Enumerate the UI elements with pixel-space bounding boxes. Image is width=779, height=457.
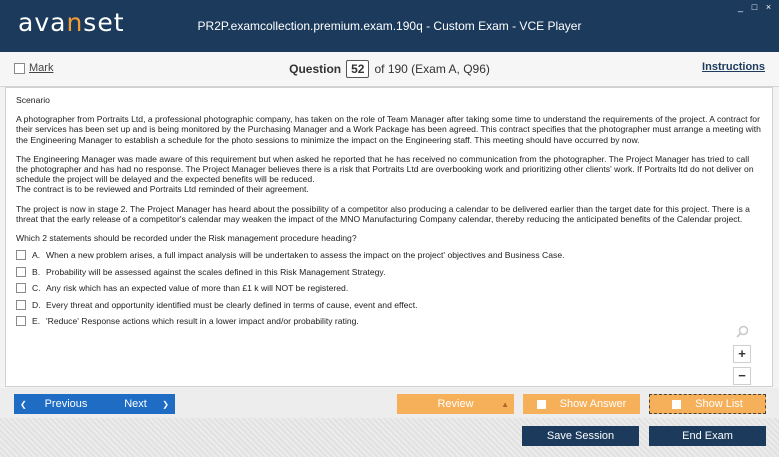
option-letter: B. bbox=[32, 266, 41, 277]
show-answer-checkbox[interactable] bbox=[537, 400, 546, 409]
option-d-checkbox[interactable] bbox=[16, 300, 26, 310]
option-e[interactable] bbox=[16, 313, 762, 330]
question-label: Question bbox=[289, 62, 342, 76]
maximize-button[interactable]: □ bbox=[751, 2, 758, 12]
mark-label[interactable]: Mark bbox=[29, 62, 54, 74]
question-bar bbox=[0, 52, 779, 87]
previous-label: Previous bbox=[44, 398, 88, 410]
option-letter: C. bbox=[32, 283, 41, 294]
option-letter: E. bbox=[32, 316, 41, 327]
option-c[interactable] bbox=[16, 280, 762, 297]
option-b-checkbox[interactable] bbox=[16, 267, 26, 277]
scenario-paragraph: The Engineering Manager was made aware of this requirement but when asked he reported that he has received no communication from the photographer. The Project Manager has tried to call the photographer and has had no response. The Project Manager believes there is a risk that Portraits Ltd are overbooking work and prioritizing other clients' work. If Portraits ltd do not deliver on schedule the project will be delayed and the expected benefits will be reduced. bbox=[16, 153, 754, 185]
option-text: 'Reduce' Response actions which result in a lower impact and/or probability rating. bbox=[46, 316, 359, 327]
show-list-label: Show List bbox=[695, 398, 743, 410]
review-label: Review bbox=[437, 398, 474, 410]
show-answer-label: Show Answer bbox=[559, 398, 627, 410]
answer-options bbox=[16, 247, 762, 330]
option-a[interactable] bbox=[16, 247, 762, 264]
option-letter: D. bbox=[32, 299, 41, 310]
next-label: Next bbox=[124, 398, 147, 410]
triangle-up-icon: ▲ bbox=[501, 399, 509, 409]
review-button[interactable] bbox=[397, 394, 514, 414]
close-button[interactable]: × bbox=[765, 2, 772, 12]
show-list-checkbox[interactable] bbox=[672, 400, 681, 409]
next-button[interactable] bbox=[96, 394, 175, 414]
footer-bar bbox=[0, 418, 779, 457]
option-d[interactable] bbox=[16, 297, 762, 314]
window-title: PR2P.examcollection.premium.exam.190q - Custom Exam - VCE Player bbox=[197, 19, 582, 33]
scenario-paragraph: The contract is to be reviewed and Portraits Ltd reminded of their agreement. bbox=[16, 184, 309, 195]
chevron-left-icon: ❮ bbox=[20, 399, 27, 409]
zoom-in-button[interactable]: + bbox=[733, 345, 751, 363]
option-b[interactable] bbox=[16, 264, 762, 281]
title-bar bbox=[0, 0, 779, 52]
option-e-checkbox[interactable] bbox=[16, 316, 26, 326]
question-panel bbox=[5, 87, 773, 387]
navigation-bar bbox=[0, 388, 779, 418]
instructions-link[interactable]: Instructions bbox=[702, 61, 765, 73]
scenario-paragraph: The project is now in stage 2. The Project Manager has heard about the possibility of a competitor also producing a calendar to be delivered earlier than the target date for this project. There is a threat that the early release of a competitor's calendar may weaken the impact of the MNO Manufacturing Company calendar, thereby reducing the anticipated benefits of the Calendar project. bbox=[16, 203, 750, 224]
option-letter: A. bbox=[32, 250, 41, 261]
minimize-button[interactable]: _ bbox=[737, 2, 743, 12]
chevron-right-icon: ❯ bbox=[162, 399, 169, 409]
option-text: When a new problem arises, a full impact analysis will be undertaken to assess the impact on the project' objectives and Business Case. bbox=[46, 250, 565, 261]
window-controls bbox=[736, 2, 773, 12]
option-c-checkbox[interactable] bbox=[16, 283, 26, 293]
question-count: of 190 (Exam A, Q96) bbox=[374, 62, 490, 76]
zoom-controls bbox=[733, 325, 751, 389]
logo: avanset bbox=[18, 8, 125, 37]
end-exam-button[interactable]: End Exam bbox=[649, 426, 766, 446]
question-stem: Which 2 statements should be recorded under the Risk management procedure heading? bbox=[16, 233, 357, 244]
magnifier-icon bbox=[736, 325, 749, 341]
option-text: Probability will be assessed against the scales defined in this Risk Management Strategy. bbox=[46, 266, 386, 277]
save-session-button[interactable]: Save Session bbox=[522, 426, 639, 446]
option-text: Every threat and opportunity identified must be clearly defined in terms of cause, event and effect. bbox=[46, 299, 418, 310]
show-list-button[interactable] bbox=[649, 394, 766, 414]
scenario-paragraph: A photographer from Portraits Ltd, a professional photographic company, has taken on the role of Team Manager after taking some time to understand the requirements of the project. A contract for their services has been set up and is being monitored by the Purchasing Manager and a Work Package has been agreed. This contract specifies that the photographer must arrange a meeting with the Engineering Manager to establish a schedule for the photo sessions to minimize the impact on the Engineering staff. This meeting should have occurred by now. bbox=[16, 114, 761, 145]
question-indicator bbox=[0, 60, 779, 78]
question-number-input[interactable]: 52 bbox=[346, 60, 369, 78]
option-a-checkbox[interactable] bbox=[16, 250, 26, 260]
zoom-out-button[interactable]: − bbox=[733, 367, 751, 385]
option-text: Any risk which has an expected value of more than £1 k will NOT be registered. bbox=[46, 283, 349, 294]
scenario-heading: Scenario bbox=[16, 95, 50, 105]
show-answer-button[interactable] bbox=[523, 394, 640, 414]
